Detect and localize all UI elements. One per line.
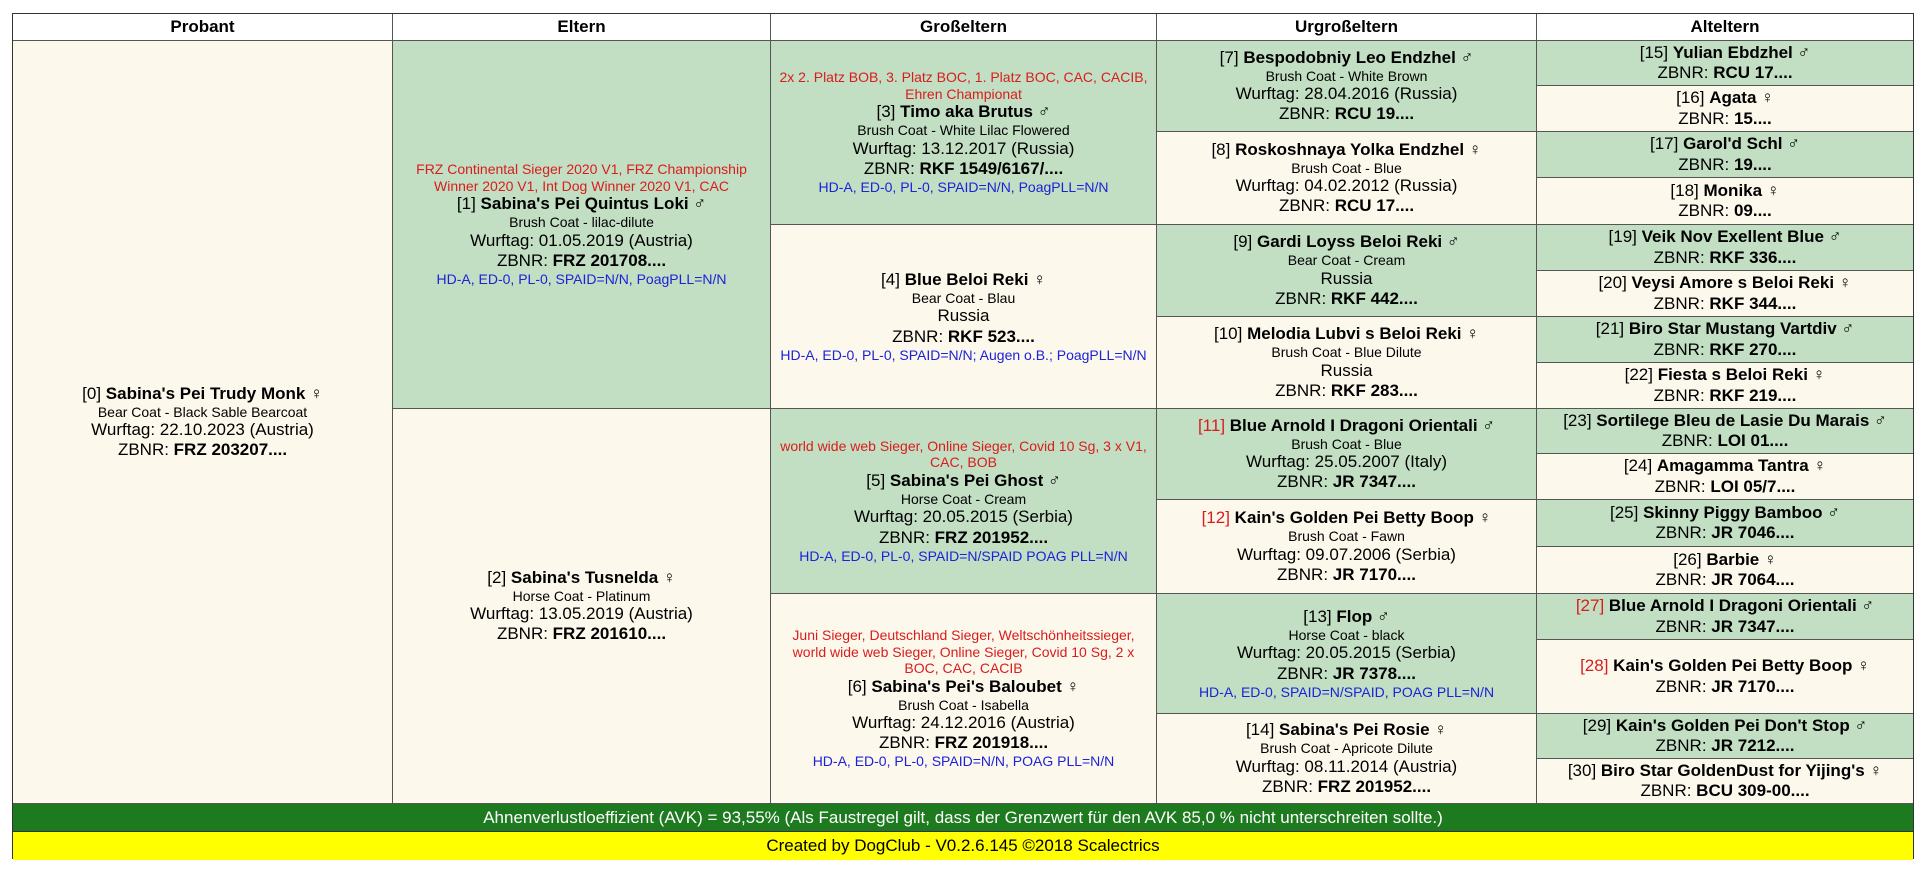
coat: Horse Coat - black (1288, 626, 1405, 643)
coat: Horse Coat - Platinum (512, 587, 651, 604)
zbnr: RKF 270.... (1709, 339, 1797, 359)
zbnr-label: ZBNR: (1657, 63, 1709, 82)
show-titles: world wide web Sieger, Online Sieger, Covid 10 Sg, 3 x V1, CAC, BOB (780, 437, 1147, 471)
entry-number: [23] (1563, 410, 1592, 430)
dog-name: Flop (1336, 606, 1373, 626)
entry-number: [28] (1580, 656, 1609, 676)
zbnr: JR 7170.... (1711, 676, 1795, 696)
entry-number: [19] (1608, 227, 1637, 247)
ancestor-cell-15[interactable] (1537, 41, 1913, 86)
ancestor-cell-27[interactable] (1537, 594, 1913, 640)
ancestor-cell-17[interactable] (1537, 132, 1913, 178)
male-icon: ♂ (1460, 47, 1474, 67)
entry-number: [6] (847, 676, 867, 696)
ancestor-cell-24[interactable] (1537, 454, 1913, 500)
health-results: HD-A, ED-0, PL-0, SPAID=N/SPAID POAG PLL=N/N (799, 547, 1128, 564)
entry-number: [7] (1219, 47, 1239, 67)
show-titles: FRZ Continental Sieger 2020 V1, FRZ Championship Winner 2020 V1, Int Dog Winner 2020 V1, CAC (416, 161, 747, 194)
coat: Bear Coat - Blau (911, 289, 1016, 306)
entry-number: [8] (1211, 139, 1231, 159)
female-icon: ♀ (1766, 180, 1780, 200)
wurftag: Wurftag: 25.05.2007 (Italy) (1246, 452, 1447, 472)
wurftag: Wurftag: 04.02.2012 (Russia) (1235, 176, 1458, 196)
entry-number: [30] (1567, 760, 1597, 780)
entry-number: [20] (1598, 273, 1627, 293)
male-icon: ♂ (1854, 715, 1868, 735)
dog-name: Sabina's Pei Ghost (889, 470, 1044, 490)
great-grandparent-cell-12[interactable] (1157, 500, 1537, 594)
country: Russia (1320, 360, 1373, 380)
wurftag: Wurftag: 08.11.2014 (Austria) (1235, 756, 1458, 776)
dog-name: Sabina's Tusnelda (510, 567, 659, 587)
zbnr-label: ZBNR: (878, 527, 930, 547)
zbnr: JR 7212.... (1711, 736, 1795, 755)
show-titles: Juni Sieger, Deutschland Sieger, Weltschönheitssieger, world wide web Sieger, Online Sieger, Covid 10 Sg, 2 x BOC, CAC, CACIB (792, 627, 1135, 677)
ancestor-cell-23[interactable] (1537, 409, 1913, 454)
dog-name: Kain's Golden Pei Betty Boop (1613, 656, 1853, 676)
entry-number: [25] (1609, 502, 1639, 522)
dog-name: Sabina's Pei Trudy Monk (105, 383, 306, 403)
zbnr: RKF 442.... (1330, 288, 1418, 308)
dog-name: Fiesta s Beloi Reki (1657, 365, 1808, 385)
zbnr: 19.... (1733, 154, 1772, 174)
wurftag: Wurftag: 22.10.2023 (Austria) (91, 420, 314, 440)
zbnr: FRZ 203207.... (173, 440, 288, 460)
country: Russia (937, 306, 990, 326)
ancestor-cell-22[interactable] (1537, 363, 1913, 409)
zbnr-label: ZBNR: (1654, 476, 1706, 496)
zbnr-label: ZBNR: (1653, 247, 1705, 267)
zbnr: JR 7064.... (1711, 570, 1795, 589)
zbnr: JR 7347.... (1332, 472, 1416, 492)
coat: Bear Coat - Cream (1287, 252, 1406, 269)
coat: Brush Coat - Blue Dilute (1271, 344, 1422, 361)
dog-name: Blue Arnold I Dragoni Orientali (1229, 415, 1478, 435)
female-icon: ♀ (1466, 324, 1479, 344)
ancestor-cell-20[interactable] (1537, 271, 1913, 317)
male-icon: ♂ (1037, 102, 1051, 122)
dog-name: Sabina's Pei's Baloubet (871, 676, 1062, 696)
dog-name: Timo aka Brutus (900, 102, 1034, 122)
zbnr-label: ZBNR: (1678, 201, 1730, 220)
male-icon: ♂ (1797, 42, 1811, 62)
entry-number: [14] (1245, 720, 1275, 740)
entry-number: [18] (1670, 180, 1699, 200)
zbnr-label: ZBNR: (863, 159, 915, 179)
wurftag: Wurftag: 13.12.2017 (Russia) (852, 138, 1075, 158)
health-results: HD-A, ED-0, PL-0, SPAID=N/N, PoagPLL=N/N (436, 271, 727, 288)
header-alteltern: Alteltern (1537, 14, 1913, 41)
zbnr-label: ZBNR: (1261, 776, 1313, 796)
dog-name: Blue Beloi Reki (904, 269, 1029, 289)
zbnr: JR 7046.... (1711, 523, 1795, 542)
parent-cell-1[interactable] (393, 41, 771, 409)
show-titles: 2x 2. Platz BOB, 3. Platz BOC, 1. Platz BOC, CAC, CACIB, Ehren Championat (779, 69, 1148, 102)
entry-number: [2] (487, 567, 507, 587)
dog-name: Biro Star GoldenDust for Yijing's (1600, 760, 1865, 780)
dog-name: Kain's Golden Pei Don't Stop (1615, 715, 1850, 735)
dog-name: Sabina's Pei Rosie (1279, 720, 1430, 740)
avk-bar: Ahnenverlustloeffizient (AVK) = 93,55% (Als Faustregel gilt, dass der Grenzwert für den AVK 85,0 % nicht unterschreiten sollte.) (13, 804, 1913, 832)
dog-name: Sortilege Bleu de Lasie Du Marais (1596, 410, 1870, 430)
zbnr-label: ZBNR: (1655, 616, 1707, 636)
wurftag: Wurftag: 20.05.2015 (Serbia) (1237, 643, 1456, 663)
dog-name: Monika (1703, 180, 1763, 200)
dog-name: Amagamma Tantra (1656, 456, 1809, 476)
great-grandparent-cell-14[interactable] (1157, 714, 1537, 804)
female-icon: ♀ (1066, 676, 1080, 696)
coat: Brush Coat - Isabella (898, 696, 1029, 713)
ancestor-cell-30[interactable] (1537, 759, 1913, 804)
male-icon: ♂ (1376, 606, 1390, 626)
header-probant: Probant (13, 14, 393, 41)
female-icon: ♀ (1761, 88, 1774, 108)
zbnr: RKF 336.... (1709, 247, 1797, 267)
zbnr-label: ZBNR: (1275, 288, 1327, 308)
grandparent-cell-3[interactable] (771, 41, 1157, 225)
ancestor-cell-29[interactable] (1537, 714, 1913, 759)
female-icon: ♀ (662, 567, 676, 587)
header-grosseltern: Großeltern (771, 14, 1157, 41)
zbnr-label: ZBNR: (1640, 781, 1692, 800)
entry-number: [22] (1624, 365, 1653, 385)
zbnr: LOI 05/7.... (1710, 476, 1796, 496)
male-icon: ♂ (1047, 470, 1061, 490)
great-grandparent-cell-7[interactable] (1157, 41, 1537, 132)
zbnr: LOI 01.... (1717, 431, 1789, 450)
entry-number: [10] (1213, 324, 1243, 344)
zbnr-label: ZBNR: (1653, 339, 1705, 359)
wurftag: Wurftag: 13.05.2019 (Austria) (470, 604, 693, 624)
proband-cell[interactable] (13, 41, 393, 804)
zbnr: FRZ 201610.... (552, 624, 667, 644)
zbnr-label: ZBNR: (117, 440, 169, 460)
zbnr: RKF 283.... (1330, 380, 1418, 400)
country: Russia (1320, 268, 1373, 288)
ancestor-cell-18[interactable] (1537, 178, 1913, 225)
great-grandparent-cell-9[interactable] (1157, 225, 1537, 317)
dog-name: Biro Star Mustang Vartdiv (1628, 319, 1837, 339)
coat: Brush Coat - White Brown (1265, 67, 1428, 84)
header-eltern: Eltern (393, 14, 771, 41)
entry-number: [0] (82, 383, 102, 403)
ancestor-cell-19[interactable] (1537, 225, 1913, 271)
header-urgrosseltern: Urgroßeltern (1157, 14, 1537, 41)
zbnr: JR 7378.... (1332, 663, 1416, 683)
zbnr-label: ZBNR: (1278, 196, 1330, 216)
zbnr: RCU 17.... (1334, 196, 1415, 216)
dog-name: Garol'd Schl (1683, 134, 1783, 154)
zbnr: RKF 344.... (1709, 293, 1797, 313)
entry-number: [4] (881, 269, 900, 289)
female-icon: ♀ (1813, 456, 1827, 476)
zbnr: JR 7347.... (1711, 616, 1795, 636)
zbnr: FRZ 201918.... (934, 733, 1049, 753)
female-icon: ♀ (1838, 273, 1852, 293)
zbnr-label: ZBNR: (496, 624, 548, 644)
wurftag: Wurftag: 01.05.2019 (Austria) (470, 230, 693, 250)
ancestor-cell-26[interactable] (1537, 547, 1913, 594)
zbnr-label: ZBNR: (1655, 676, 1707, 696)
zbnr-label: ZBNR: (1678, 108, 1730, 128)
entry-number: [11] (1197, 415, 1226, 435)
grandparent-cell-6[interactable] (771, 594, 1157, 804)
zbnr: JR 7170.... (1332, 564, 1416, 584)
female-icon: ♀ (1478, 508, 1492, 528)
zbnr-label: ZBNR: (1655, 736, 1707, 755)
coat: Brush Coat - Apricote Dilute (1260, 740, 1433, 757)
entry-number: [3] (876, 102, 896, 122)
male-icon: ♂ (1841, 319, 1855, 339)
zbnr-label: ZBNR: (1277, 564, 1329, 584)
dog-name: Yulian Ebdzhel (1672, 42, 1793, 62)
ancestor-cell-21[interactable] (1537, 317, 1913, 363)
health-results: HD-A, ED-0, PL-0, SPAID=N/N, POAG PLL=N/N (812, 753, 1115, 770)
ancestor-cell-28[interactable] (1537, 640, 1913, 714)
wurftag: Wurftag: 09.07.2006 (Serbia) (1237, 544, 1456, 564)
zbnr: RCU 17.... (1713, 63, 1793, 82)
entry-number: [9] (1233, 232, 1253, 252)
zbnr: RCU 19.... (1334, 104, 1415, 124)
male-icon: ♂ (1874, 410, 1887, 430)
ancestor-cell-25[interactable] (1537, 500, 1913, 547)
dog-name: Bespodobniy Leo Endzhel (1243, 47, 1456, 67)
health-results: HD-A, ED-0, PL-0, SPAID=N/N, PoagPLL=N/N (818, 179, 1109, 196)
zbnr-label: ZBNR: (1275, 380, 1327, 400)
entry-number: [26] (1673, 549, 1702, 569)
entry-number: [21] (1595, 319, 1625, 339)
parent-cell-2[interactable] (393, 409, 771, 804)
coat: Brush Coat - Fawn (1288, 528, 1405, 545)
wurftag: Wurftag: 24.12.2016 (Austria) (852, 713, 1075, 733)
male-icon: ♂ (693, 194, 707, 214)
zbnr: FRZ 201952.... (1317, 776, 1432, 796)
zbnr-label: ZBNR: (892, 326, 944, 346)
health-results: HD-A, ED-0, SPAID=N/SPAID, POAG PLL=N/N (1198, 683, 1495, 700)
entry-number: [27] (1575, 596, 1605, 616)
grandparent-cell-5[interactable] (771, 409, 1157, 594)
wurftag: Wurftag: 28.04.2016 (Russia) (1235, 84, 1458, 104)
zbnr-label: ZBNR: (1278, 104, 1330, 124)
dog-name: Blue Arnold I Dragoni Orientali (1608, 596, 1857, 616)
entry-number: [13] (1303, 606, 1332, 626)
zbnr-label: ZBNR: (496, 251, 548, 271)
zbnr-label: ZBNR: (1277, 472, 1329, 492)
entry-number: [16] (1676, 88, 1705, 108)
dog-name: Kain's Golden Pei Betty Boop (1234, 508, 1474, 528)
male-icon: ♂ (1482, 415, 1496, 435)
entry-number: [29] (1582, 715, 1612, 735)
entry-number: [17] (1649, 134, 1679, 154)
dog-name: Barbie (1706, 549, 1760, 569)
zbnr: RKF 219.... (1709, 385, 1797, 405)
zbnr-label: ZBNR: (1661, 431, 1713, 450)
zbnr-label: ZBNR: (1655, 523, 1707, 542)
great-grandparent-cell-8[interactable] (1157, 132, 1537, 225)
female-icon: ♀ (1033, 269, 1046, 289)
great-grandparent-cell-11[interactable] (1157, 409, 1537, 500)
female-icon: ♀ (1434, 720, 1448, 740)
zbnr-label: ZBNR: (1678, 154, 1730, 174)
zbnr-label: ZBNR: (878, 733, 930, 753)
female-icon: ♀ (1812, 365, 1826, 385)
coat: Brush Coat - White Lilac Flowered (857, 122, 1070, 139)
credit-bar: Created by DogClub - V0.2.6.145 ©2018 Scalectrics (13, 832, 1913, 860)
zbnr: FRZ 201708.... (552, 251, 667, 271)
female-icon: ♀ (1468, 139, 1482, 159)
female-icon: ♀ (310, 383, 323, 403)
zbnr: 15.... (1733, 108, 1772, 128)
wurftag: Wurftag: 20.05.2015 (Serbia) (854, 507, 1073, 527)
dog-name: Sabina's Pei Quintus Loki (480, 194, 689, 214)
zbnr: 09.... (1733, 201, 1772, 220)
zbnr: BCU 309-00.... (1696, 781, 1810, 800)
dog-name: Melodia Lubvi s Beloi Reki (1247, 324, 1462, 344)
zbnr: RKF 1549/6167/.... (919, 159, 1064, 179)
male-icon: ♂ (1828, 227, 1842, 247)
coat: Bear Coat - Black Sable Bearcoat (97, 403, 308, 420)
entry-number: [15] (1639, 42, 1669, 62)
female-icon: ♀ (1764, 549, 1777, 569)
dog-name: Gardi Loyss Beloi Reki (1256, 232, 1443, 252)
grandparent-cell-4[interactable] (771, 225, 1157, 409)
zbnr: FRZ 201952.... (934, 527, 1049, 547)
entry-number: [24] (1623, 456, 1653, 476)
great-grandparent-cell-13[interactable] (1157, 594, 1537, 714)
male-icon: ♂ (1446, 232, 1460, 252)
zbnr: RKF 523.... (947, 326, 1035, 346)
dog-name: Roskoshnaya Yolka Endzhel (1235, 139, 1465, 159)
zbnr-label: ZBNR: (1655, 570, 1707, 589)
entry-number: [1] (456, 194, 476, 214)
coat: Brush Coat - Blue (1291, 159, 1402, 176)
zbnr-label: ZBNR: (1653, 385, 1705, 405)
male-icon: ♂ (1787, 134, 1801, 154)
dog-name: Skinny Piggy Bamboo (1643, 502, 1823, 522)
ancestor-cell-16[interactable] (1537, 86, 1913, 132)
female-icon: ♀ (1857, 656, 1870, 676)
female-icon: ♀ (1869, 760, 1883, 780)
dog-name: Veysi Amore s Beloi Reki (1631, 273, 1835, 293)
coat: Brush Coat - lilac-dilute (509, 214, 654, 231)
entry-number: [12] (1201, 508, 1230, 528)
zbnr-label: ZBNR: (1277, 663, 1329, 683)
dog-name: Agata (1709, 88, 1757, 108)
health-results: HD-A, ED-0, PL-0, SPAID=N/N; Augen o.B.; PoagPLL=N/N (780, 346, 1147, 363)
coat: Brush Coat - Blue (1291, 435, 1402, 452)
dog-name: Veik Nov Exellent Blue (1641, 227, 1824, 247)
entry-number: [5] (866, 470, 886, 490)
great-grandparent-cell-10[interactable] (1157, 317, 1537, 409)
male-icon: ♂ (1827, 502, 1841, 522)
pedigree-table (12, 13, 1914, 859)
male-icon: ♂ (1861, 596, 1875, 616)
zbnr-label: ZBNR: (1653, 293, 1705, 313)
coat: Horse Coat - Cream (900, 490, 1027, 507)
